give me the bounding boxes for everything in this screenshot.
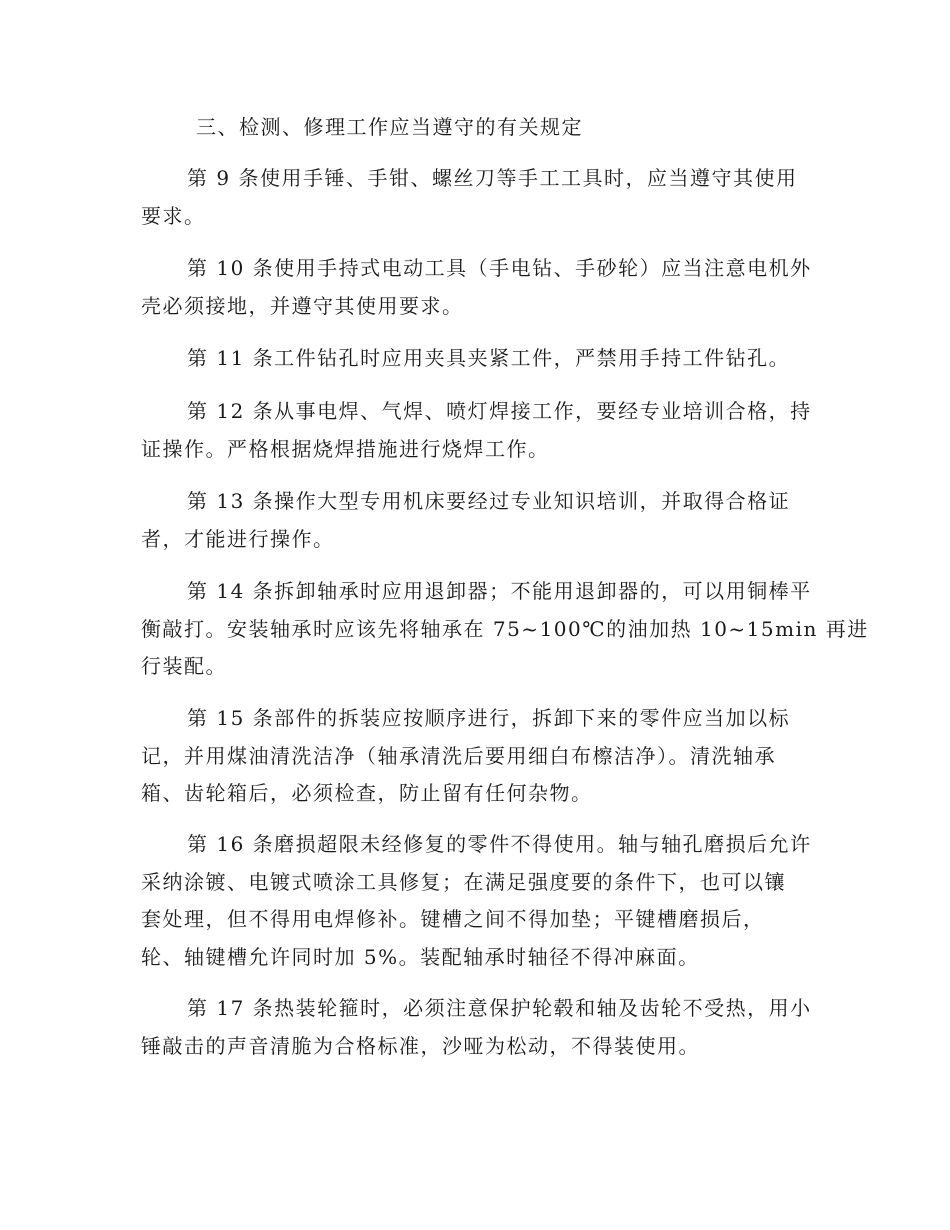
clause-line: 要求。 bbox=[141, 203, 206, 228]
clause-17 bbox=[141, 990, 811, 1065]
clause-line: 衡敲打。安装轴承时应该先将轴承在 75~100℃的油加热 10~15min 再进 bbox=[141, 616, 869, 641]
clause-line: 套处理，但不得用电焊修补。键槽之间不得加垫；平键槽磨损后， bbox=[141, 907, 765, 931]
clause-line: 锤敲击的声音清脆为合格标准，沙哑为松动，不得装使用。 bbox=[141, 1033, 700, 1058]
clause-line: 第 12 条从事电焊、气焊、喷灯焊接工作，要经专业培训合格，持 bbox=[187, 399, 812, 423]
clause-13 bbox=[141, 483, 811, 558]
clause-line: 第 14 条拆卸轴承时应用退卸器；不能用退卸器的，可以用铜棒平 bbox=[187, 579, 812, 603]
clause-14 bbox=[141, 573, 869, 686]
clause-line: 箱、齿轮箱后，必须检查，防止留有任何杂物。 bbox=[141, 781, 593, 805]
clause-10 bbox=[141, 250, 811, 325]
clause-line: 第 10 条使用手持式电动工具（手电钻、手砂轮）应当注意电机外 bbox=[187, 256, 812, 280]
clause-12 bbox=[141, 393, 811, 468]
clause-line: 轮、轴键槽允许同时加 5%。装配轴承时轴径不得冲麻面。 bbox=[141, 944, 700, 969]
clause-16 bbox=[141, 826, 811, 976]
clause-line: 第 11 条工件钻孔时应用夹具夹紧工件，严禁用手持工件钻孔。 bbox=[187, 346, 791, 370]
section-heading: 三、检测、修理工作应当遵守的有关规定 bbox=[196, 115, 583, 139]
clause-line: 第 17 条热装轮箍时，必须注意保护轮毂和轴及齿轮不受热，用小 bbox=[187, 996, 812, 1020]
clause-line: 证操作。严格根据烧焊措施进行烧焊工作。 bbox=[141, 436, 550, 461]
clause-11 bbox=[141, 340, 811, 378]
clause-line: 记，并用煤油清洗洁净（轴承清洗后要用细白布檫洁净）。清洗轴承 bbox=[141, 743, 776, 768]
clause-line: 第 13 条操作大型专用机床要经过专业知识培训，并取得合格证 bbox=[187, 489, 791, 513]
clause-line: 第 9 条使用手锤、手钳、螺丝刀等手工工具时，应当遵守其使用 bbox=[187, 166, 798, 190]
clause-line: 第 16 条磨损超限未经修复的零件不得使用。轴与轴孔磨损后允许 bbox=[187, 832, 812, 856]
clause-15 bbox=[141, 700, 811, 813]
clause-line: 采纳涂镀、电镀式喷涂工具修复；在满足强度要的条件下，也可以镶 bbox=[141, 869, 786, 894]
clause-line: 者，才能进行操作。 bbox=[141, 526, 335, 551]
clause-line: 第 15 条部件的拆装应按顺序进行，拆卸下来的零件应当加以标 bbox=[187, 706, 791, 730]
clause-9 bbox=[141, 160, 811, 235]
clause-line: 行装配。 bbox=[141, 654, 227, 678]
clause-line: 壳必须接地，并遵守其使用要求。 bbox=[141, 293, 464, 318]
